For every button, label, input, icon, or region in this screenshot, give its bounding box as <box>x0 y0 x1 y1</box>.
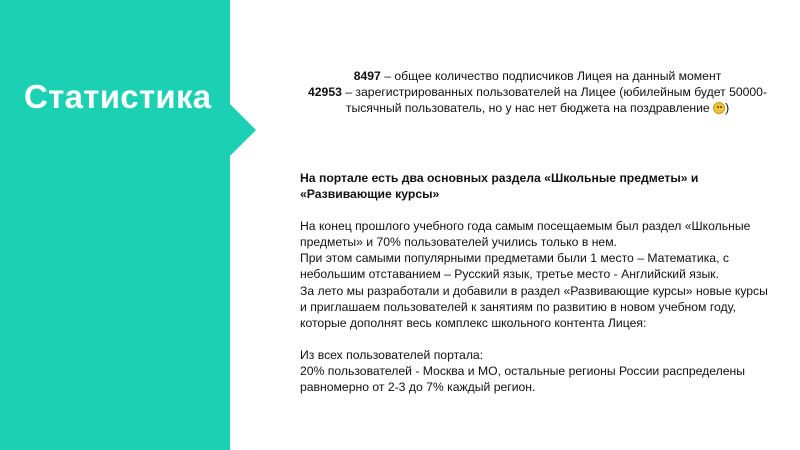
slide-title: Статистика <box>24 78 212 115</box>
subscribers-count: 8497 <box>353 69 381 83</box>
title-panel <box>0 0 260 450</box>
stats-block <box>290 68 785 116</box>
sad-face-icon <box>713 102 725 114</box>
paragraph-most-visited: На конец прошлого учебного года самым посещаемым был раздел «Школьные предметы» и 70% пользователей учились только в нем. <box>300 219 751 250</box>
registered-text-end: ) <box>725 101 730 115</box>
content-block <box>300 170 770 395</box>
registered-line <box>290 84 785 116</box>
accent-chevron-shape <box>0 0 260 450</box>
subscribers-line <box>290 68 785 84</box>
registered-text: – зарегистрированных пользователей на Лицее (юбилейным будет 50000-тысячный пользователь, но у нас нет бюджета на поздравление <box>341 85 768 115</box>
paragraph-regions: 20% пользователей - Москва и МО, остальные регионы России распределены равномерно от 2-3 до 7% каждый регион. <box>300 363 746 395</box>
subscribers-text: – общее количество подписчиков Лицея на данный момент <box>380 69 722 83</box>
sections-heading: На портале есть два основных раздела «Школьные предметы» и «Развивающие курсы» <box>300 171 699 202</box>
registered-count: 42953 <box>307 85 342 99</box>
paragraph-users-intro: Из всех пользователей портала: <box>300 347 484 362</box>
paragraph-popular-subjects: При этом самыми популярными предметами были 1 место – Математика, с небольшим отставанием – Русский язык, третье место - Английский язык. <box>300 251 729 282</box>
paragraph-new-courses: За лето мы разработали и добавили в раздел «Развивающие курсы» новые курсы и приглашаем пользователей к занятиям по развитию в новом учебном году, которые дополнят весь комплекс школьного контента Лицея: <box>300 283 768 330</box>
